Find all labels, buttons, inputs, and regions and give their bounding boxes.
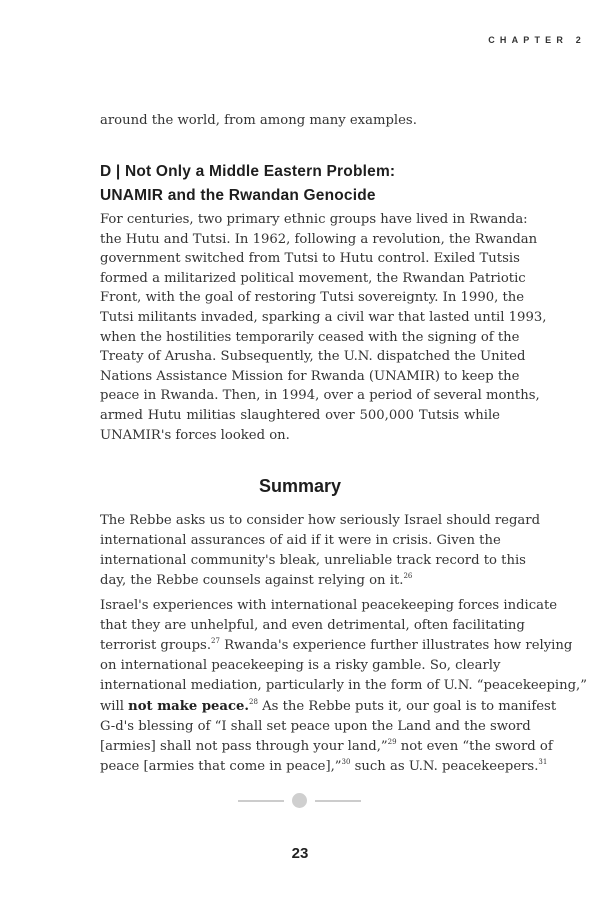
text: [armies] shall not pass through your land,” xyxy=(100,738,388,754)
text-line xyxy=(100,406,500,425)
separator-dot xyxy=(292,793,307,808)
text-line xyxy=(100,697,557,716)
text: Front, with the goal of restoring Tutsi sovereignty. In 1990, the xyxy=(100,290,525,306)
text-line xyxy=(100,676,587,695)
text: that they are unhelpful, and even detrimental, often facilitating xyxy=(100,618,525,634)
text-line xyxy=(100,210,528,229)
chapter-header: CHAPTER 2 xyxy=(488,35,586,45)
section-heading-line-2: UNAMIR and the Rwandan Genocide xyxy=(100,187,376,204)
page-number: 23 xyxy=(291,845,309,862)
text-line xyxy=(100,571,500,590)
text-line xyxy=(100,230,538,249)
section-separator xyxy=(0,793,600,809)
text: Nations Assistance Mission for Rwanda (UNAMIR) to keep the xyxy=(100,368,520,384)
text: day, the Rebbe counsels against relying on it. xyxy=(100,573,404,588)
text-line xyxy=(100,386,540,405)
text: when the hostilities temporarily ceased with the signing of the xyxy=(100,329,520,345)
text: formed a militarized political movement, the Rwandan Patriotic xyxy=(100,270,526,286)
separator-line-left xyxy=(238,800,284,802)
footnote-reference: 31 xyxy=(538,757,548,766)
text-line xyxy=(100,551,526,570)
text-line xyxy=(100,269,526,288)
text-line xyxy=(100,737,553,756)
text-line xyxy=(100,531,500,550)
text: peace [armies that come in peace],” xyxy=(100,758,342,774)
text-line xyxy=(100,111,500,130)
text: For centuries, two primary ethnic groups have lived in Rwanda: xyxy=(100,212,528,227)
text-line xyxy=(100,308,547,327)
text: terrorist groups. xyxy=(100,638,212,654)
footnote-reference: 28 xyxy=(249,697,258,706)
text-line xyxy=(100,328,520,347)
text: As the Rebbe puts it, our goal is to manifest xyxy=(257,698,557,714)
text: international mediation, particularly in the form of U.N. “peacekeeping,” xyxy=(100,678,587,694)
text-line xyxy=(100,656,500,675)
text-line xyxy=(100,596,558,615)
text-line xyxy=(100,367,520,386)
text-line xyxy=(100,288,525,307)
text: will xyxy=(100,698,129,714)
text: Tutsi militants invaded, sparking a civil war that lasted until 1993, xyxy=(100,310,547,325)
text-line xyxy=(100,511,541,530)
footnote-reference: 30 xyxy=(341,757,351,766)
text-line xyxy=(100,347,526,366)
section-heading-line-1: D | Not Only a Middle Eastern Problem: xyxy=(100,163,396,180)
text: peace in Rwanda. Then, in 1994, over a period of several months, xyxy=(100,388,540,404)
text-line xyxy=(100,636,573,655)
text: around the world, from among many examples. xyxy=(100,113,417,128)
text-line xyxy=(100,426,500,445)
text: armed Hutu militias slaughtered over 500,000 Tutsis while xyxy=(100,408,500,423)
text: international community's bleak, unreliable track record to this xyxy=(100,553,526,568)
text: The Rebbe asks us to consider how seriously Israel should regard xyxy=(100,513,541,528)
text: Treaty of Arusha. Subsequently, the U.N. dispatched the United xyxy=(100,349,526,365)
text: such as U.N. peacekeepers. xyxy=(350,758,539,774)
text-line xyxy=(100,249,520,268)
footnote-reference: 29 xyxy=(387,737,397,746)
bold-text: not make peace. xyxy=(128,698,249,714)
text: the Hutu and Tutsi. In 1962, following a revolution, the Rwandan xyxy=(100,231,538,247)
footnote-reference: 26 xyxy=(403,572,413,580)
summary-heading: Summary xyxy=(258,476,342,496)
separator-line-right xyxy=(315,800,361,802)
text: on international peacekeeping is a risky gamble. So, clearly xyxy=(100,658,501,674)
text: UNAMIR's forces looked on. xyxy=(100,427,290,443)
text: G-d's blessing of “I shall set peace upon the Land and the sword xyxy=(100,718,531,734)
text: international assurances of aid if it were in crisis. Given the xyxy=(100,533,501,548)
text-line xyxy=(100,757,548,776)
text-line xyxy=(100,616,525,635)
text: Israel's experiences with international peacekeeping forces indicate xyxy=(100,598,558,613)
text: government switched from Tutsi to Hutu control. Exiled Tutsis xyxy=(100,251,520,267)
text-line xyxy=(100,717,531,736)
text: not even “the sword of xyxy=(396,738,553,754)
text: Rwanda's experience further illustrates how relying xyxy=(219,638,573,654)
footnote-reference: 27 xyxy=(211,637,220,646)
